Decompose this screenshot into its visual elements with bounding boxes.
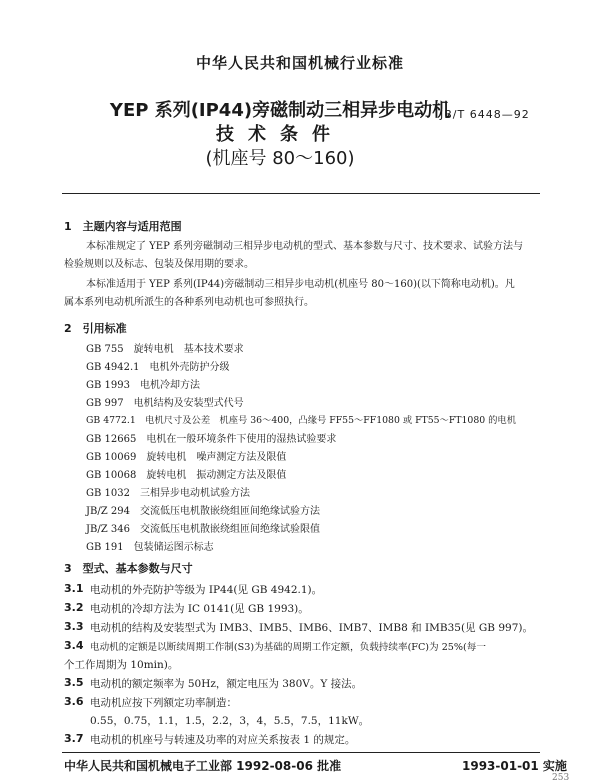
section-1-heading: 1 主题内容与适用范围 xyxy=(64,220,182,233)
section-1-para-2-line-2: 属本系列电动机所派生的各种系列电动机也可参照执行。 xyxy=(64,297,314,308)
section-2-heading: 2 引用标准 xyxy=(64,322,127,335)
standard-body-header: 中华人民共和国机械行业标准 xyxy=(195,54,404,72)
reference-item: GB 755 旋转电机 基本技术要求 xyxy=(86,344,244,355)
reference-item: GB 997 电机结构及安装型式代号 xyxy=(86,398,244,409)
clause-text: 电动机的冷却方法为 IC 0141(见 GB 1993)。 xyxy=(90,603,309,615)
section-1-para-2-line-1: 本标准适用于 YEP 系列(IP44)旁磁制动三相异步电动机(机座号 80～160)(以下简称电动机)。凡 xyxy=(86,279,515,290)
clause-text: 电动机的机座号与转速及功率的对应关系按表 1 的规定。 xyxy=(90,734,356,746)
reference-item: GB 1993 电机冷却方法 xyxy=(86,380,200,391)
title-divider xyxy=(62,193,540,194)
clause-number: 3.2 xyxy=(64,601,84,614)
title-line-1: YEP 系列(IP44)旁磁制动三相异步电动机 xyxy=(109,100,451,121)
clause-text-continuation: 个工作周期为 10min)。 xyxy=(64,659,179,671)
page-number: 253 xyxy=(552,773,570,783)
clause-number: 3.7 xyxy=(64,732,84,745)
clause-text: 电动机的结构及安装型式为 IMB3、IMB5、IMB6、IMB7、IMB8 和 IMB35(见 GB 997)。 xyxy=(90,622,533,634)
clause-number: 3.3 xyxy=(64,620,84,633)
section-1-para-1-line-2: 检验规则以及标志、包装及保用期的要求。 xyxy=(64,259,254,270)
clause-text: 电动机应按下列额定功率制造： xyxy=(90,697,237,709)
reference-item: GB 191 包装储运图示标志 xyxy=(86,542,214,553)
reference-item: GB 1032 三相异步电动机试验方法 xyxy=(86,488,250,499)
standard-number: JB/T 6448—92 xyxy=(440,108,530,121)
clause-text: 电动机的定额是以断续周期工作制(S3)为基础的周期工作定额，负载持续率(FC)为 25%(每一 xyxy=(90,642,486,653)
title-line-3: (机座号 80～160) xyxy=(205,148,355,169)
power-ratings-list: 0.55，0.75，1.1，1.5，2.2，3，4，5.5，7.5，11kW。 xyxy=(90,715,370,727)
reference-item: JB/Z 294 交流低压电机散嵌绕组匝间绝缘试验方法 xyxy=(86,506,320,517)
title-line-2: 技术条件 xyxy=(216,124,344,145)
section-1-para-1-line-1: 本标准规定了 YEP 系列旁磁制动三相异步电动机的型式、基本参数与尺寸、技术要求、试验方法与 xyxy=(86,241,523,252)
reference-item: JB/Z 346 交流低压电机散嵌绕组匝间绝缘试验限值 xyxy=(86,524,320,535)
clause-text: 电动机的外壳防护等级为 IP44(见 GB 4942.1)。 xyxy=(90,584,323,596)
reference-item: GB 10068 旋转电机 振动测定方法及限值 xyxy=(86,470,287,481)
clause-text: 电动机的额定频率为 50Hz，额定电压为 380V。Y 接法。 xyxy=(90,678,363,690)
clause-number: 3.1 xyxy=(64,582,84,595)
reference-item: GB 12665 电机在一般环境条件下使用的湿热试验要求 xyxy=(86,434,337,445)
issuer-approval: 中华人民共和国机械电子工业部 1992-08-06 批准 xyxy=(64,759,342,773)
clause-number: 3.4 xyxy=(64,639,84,652)
clause-number: 3.5 xyxy=(64,676,84,689)
reference-item: GB 4772.1 电机尺寸及公差 机座号 36～400，凸缘号 FF55～FF1080 或 FT55～FT1080 的电机 xyxy=(86,415,517,426)
effective-date: 1993-01-01 实施 xyxy=(462,759,567,773)
footer-divider xyxy=(62,752,540,753)
reference-item: GB 10069 旋转电机 噪声测定方法及限值 xyxy=(86,452,287,463)
section-3-heading: 3 型式、基本参数与尺寸 xyxy=(64,562,193,575)
clause-number: 3.6 xyxy=(64,695,84,708)
reference-item: GB 4942.1 电机外壳防护分级 xyxy=(86,362,230,373)
